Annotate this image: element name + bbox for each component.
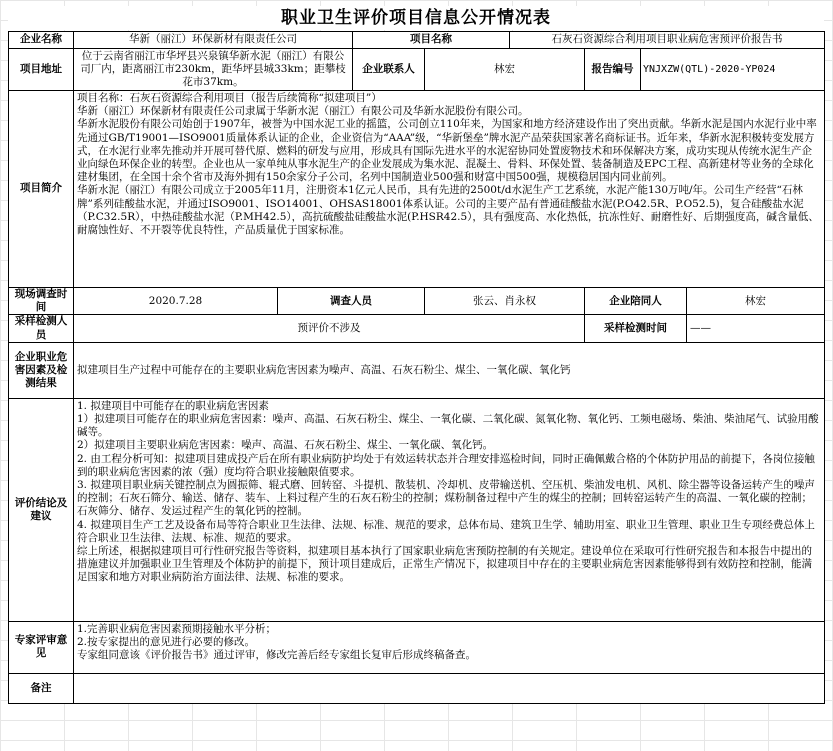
row-survey bbox=[9, 288, 825, 315]
expert-review-label: 专家评审意见 bbox=[9, 621, 74, 673]
remarks-label: 备注 bbox=[9, 673, 74, 703]
sampling-time-value: —— bbox=[687, 315, 825, 342]
row-company bbox=[9, 32, 825, 49]
intro-paragraph: 华新（丽江）环保新材有限责任公司隶属于华新水泥（丽江）有限公司及华新水泥股份有限公司。 bbox=[77, 105, 529, 118]
hazards-value: 拟建项目生产过程中可能存在的主要职业病危害因素为噪声、高温、石灰石粉尘、煤尘、一氧化碳、氧化钙 bbox=[74, 342, 825, 398]
conclusion-content bbox=[74, 398, 825, 621]
project-name-label: 项目名称 bbox=[353, 32, 510, 49]
company-escort-label: 企业陪同人 bbox=[585, 288, 687, 315]
survey-time-value: 2020.7.28 bbox=[74, 288, 278, 315]
project-address-value: 位于云南省丽江市华坪县兴泉镇华新水泥（丽江）有限公司厂内，距离丽江市230km，距华坪县城33km；距攀枝花市37km。 bbox=[74, 49, 353, 91]
remarks-value bbox=[74, 673, 825, 703]
conclusion-paragraph: 2）拟建项目主要职业病危害因素：噪声、高温、石灰石粉尘、煤尘、一氧化碳、氧化钙。 bbox=[77, 439, 494, 452]
intro-paragraph: 华新水泥股份有限公司始创于1907年，被誉为中国水泥工业的摇篮，公司创立110年来，为国家和地方经济建设作出了突出贡献。华新水泥是国内水泥行业中率先通过GB/T19001—ISO9001质量体系认证的企业，企业资信为“AAA”级，“华新堡垒”牌水泥产品荣获国家著名商标证书。近年来，华新水泥积极转变发展方式，在水泥行业率先推动并开展可替代原、燃料的研发与应用，形成具有国际先进水平的水泥窑协同处置废物技术和环保解决方案，成功实现从传统水泥生产企业向绿色环保企业的转型。企业也从一家单纯从事水泥生产的企业发展成为集水泥、混凝土、骨料、环保处置、装备制造及EPC工程、高新建材等业务的全球化建材集团，在全国十余个省市及海外拥有150余家分子公司，名列中国制造业500强和财富中国500强，规模稳居国内同业前列。 bbox=[77, 118, 817, 184]
row-expert bbox=[9, 621, 825, 673]
report-no-label: 报告编号 bbox=[585, 49, 641, 91]
conclusion-paragraph: 2. 由工程分析可知：拟建项目建成投产后在所有职业病防护均处于有效运转状态并合理安排巡检时间，同时正确佩戴合格的个体防护用品的前提下，各岗位接触到的职业病危害因素的浓（强）度均符合职业接触限值要求。 bbox=[77, 452, 815, 478]
conclusion-paragraph: 1. 拟建项目中可能存在的职业病危害因素 bbox=[77, 399, 269, 412]
investigators-value: 张云、肖永权 bbox=[425, 288, 585, 315]
company-escort-value: 林宏 bbox=[687, 288, 825, 315]
survey-time-label: 现场调查时间 bbox=[9, 288, 74, 315]
hazards-label: 企业职业危害因素及检测结果 bbox=[9, 342, 74, 398]
conclusion-paragraph: 1）拟建项目可能存在的职业病危害因素：噪声、高温、石灰石粉尘、煤尘、一氧化碳、二氧化碳、氮氧化物、氧化钙、工频电磁场、柴油、柴油尾气、试验用酸碱等。 bbox=[77, 413, 819, 439]
investigators-label: 调查人员 bbox=[278, 288, 425, 315]
conclusion-label: 评价结论及建议 bbox=[9, 398, 74, 621]
row-address bbox=[9, 49, 825, 91]
intro-label: 项目简介 bbox=[9, 91, 74, 288]
info-table bbox=[8, 31, 825, 704]
sampling-staff-value: 预评价不涉及 bbox=[74, 315, 585, 342]
intro-paragraph: 华新水泥（丽江）有限公司成立于2005年11月，注册资本1亿元人民币，具有先进的2500t/d水泥生产工艺系统，水泥产能130万吨/年。公司生产经营“石林牌”系列硅酸盐水泥，并通过ISO9001、ISO14001、OHSAS18001体系认证。公司的主要产品有普通硅酸盐水泥(P.O42.5R、P.O52.5)，复合硅酸盐水泥（P.C32.5R），中热硅酸盐水泥（P.MH42.5），高抗硫酸盐硅酸盐水泥(P.HSR42.5），具有强度高、水化热低，抗冻性好、耐磨性好、后期强度高，碱含量低、耐腐蚀性好、不开裂等优良特性，产品质量优于国家标准。 bbox=[77, 184, 819, 237]
row-sampling bbox=[9, 315, 825, 342]
project-name-value: 石灰石资源综合利用项目职业病危害预评价报告书 bbox=[510, 32, 825, 49]
sampling-staff-label: 采样检测人员 bbox=[9, 315, 74, 342]
row-hazards bbox=[9, 342, 825, 398]
company-name-label: 企业名称 bbox=[9, 32, 74, 49]
sampling-time-label: 采样检测时间 bbox=[585, 315, 687, 342]
expert-paragraph: 专家组同意该《评价报告书》通过评审，修改完善后经专家组长复审后形成终稿备查。 bbox=[77, 649, 476, 662]
expert-paragraph: 1.完善职业病危害因素预期接触水平分析； bbox=[77, 622, 277, 635]
contact-value: 林宏 bbox=[425, 49, 585, 91]
contact-label: 企业联系人 bbox=[353, 49, 425, 91]
conclusion-paragraph: 综上所述，根据拟建项目可行性研究报告等资料，拟建项目基本执行了国家职业病危害预防控制的有关规定。建设单位在采取可行性研究报告和本报告中提出的措施建议并加强职业卫生管理及个体防护的前提下，预计项目建成后，正常生产情况下，拟建项目中存在的主要职业病危害因素能够得到有效防控和控制，能满足国家和地方对职业病防治方面法律、法规、标准的要求。 bbox=[77, 545, 812, 584]
expert-paragraph: 2.按专家提出的意见进行必要的修改。 bbox=[77, 636, 256, 649]
document-title: 职业卫生评价项目信息公开情况表 bbox=[8, 6, 824, 30]
row-conclusion bbox=[9, 398, 825, 621]
row-remarks bbox=[9, 673, 825, 703]
company-name-value: 华新（丽江）环保新材有限责任公司 bbox=[74, 32, 353, 49]
row-intro bbox=[9, 91, 825, 288]
project-address-label: 项目地址 bbox=[9, 49, 74, 91]
intro-paragraph: 项目名称：石灰石资源综合利用项目（报告后续简称“拟建项目”） bbox=[77, 92, 382, 104]
intro-content bbox=[74, 91, 825, 288]
report-no-value: YNJXZW(QTL)-2020-YP024 bbox=[641, 49, 825, 91]
conclusion-paragraph: 3. 拟建项目职业病关键控制点为圆振筛、辊式磨、回转窑、斗提机、散装机、冷却机、皮带输送机、空压机、柴油发电机、风机、除尘器等设备运转产生的噪声的控制；石灰石筛分、输送、储存、装车、上料过程产生的石灰石粉尘的控制；煤粉制备过程中产生的煤尘的控制；回转窑运转产生的高温、一氧化碳的控制；石灰筛分、储存、发运过程产生的氧化钙的控制。 bbox=[77, 479, 815, 518]
conclusion-paragraph: 4. 拟建项目生产工艺及设备布局等符合职业卫生法律、法规、标准、规范的要求，总体布局、建筑卫生学、辅助用室、职业卫生管理、职业卫生专项经费总体上符合职业卫生法律、法规、标准、规范的要求。 bbox=[77, 518, 815, 544]
expert-review-content bbox=[74, 621, 825, 673]
